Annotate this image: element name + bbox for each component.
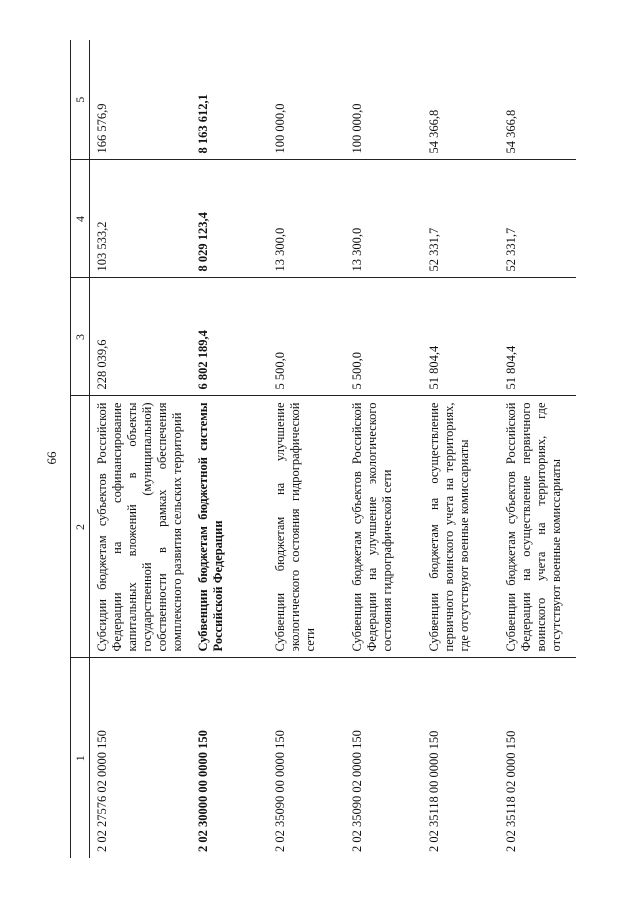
description-cell: Субвенции бюджетам бюджетной системы Российской Федерации <box>191 396 268 658</box>
value-col3-cell: 228 039,6 <box>90 278 192 396</box>
code-cell: 2 02 30000 00 0000 150 <box>196 730 210 852</box>
value-col4-cell: 103 533,2 <box>90 160 192 278</box>
value-col5-cell: 54 366,8 <box>422 40 499 160</box>
value-col5-cell: 54 366,8 <box>499 40 576 160</box>
description-cell: Субвенции бюджетам субъектов Российской Федерации на улучшение экологического состояния гидрографической сети <box>345 396 422 658</box>
code-cell: 2 02 35118 02 0000 150 <box>504 730 518 852</box>
value-col3-cell: 51 804,4 <box>422 278 499 396</box>
column-header: 1 <box>71 658 90 858</box>
header-row <box>71 40 90 858</box>
value-col4-cell: 13 300,0 <box>268 160 345 278</box>
column-header: 4 <box>71 160 90 278</box>
table-row <box>422 40 499 858</box>
value-col3-cell: 6 802 189,4 <box>191 278 268 396</box>
description-cell: Субвенции бюджетам на улучшение экологического состояния гидрографической сети <box>268 396 345 658</box>
table-row <box>191 40 268 858</box>
code-cell: 2 02 35090 02 0000 150 <box>350 730 364 852</box>
budget-table <box>70 40 576 858</box>
column-header: 3 <box>71 278 90 396</box>
description-cell: Субсидии бюджетам субъектов Российской Федерации на софинансирование капитальных вложений в объекты государственной (муниципальной) собственности в рамках обеспечения комплексного развития сельских территорий <box>90 396 192 658</box>
value-col3-cell: 5 500,0 <box>268 278 345 396</box>
table-row <box>90 40 192 858</box>
value-col5-cell: 166 576,9 <box>90 40 192 160</box>
code-cell: 2 02 27576 02 0000 150 <box>95 730 109 852</box>
value-col4-cell: 8 029 123,4 <box>191 160 268 278</box>
value-col4-cell: 13 300,0 <box>345 160 422 278</box>
value-col4-cell: 52 331,7 <box>422 160 499 278</box>
table-wrap <box>70 40 563 858</box>
code-cell: 2 02 35090 00 0000 150 <box>273 730 287 852</box>
value-col3-cell: 5 500,0 <box>345 278 422 396</box>
value-col4-cell: 52 331,7 <box>499 160 576 278</box>
code-cell: 2 02 35118 00 0000 150 <box>427 730 441 852</box>
table-row <box>268 40 345 858</box>
value-col5-cell: 100 000,0 <box>268 40 345 160</box>
page-number: 66 <box>44 451 59 465</box>
table-row <box>345 40 422 858</box>
description-cell: Субвенции бюджетам на осуществление первичного воинского учета на территориях, где отсутствуют военные комиссариаты <box>422 396 499 658</box>
value-col3-cell: 51 804,4 <box>499 278 576 396</box>
rotated-table-area <box>70 40 563 858</box>
table-row <box>499 40 576 858</box>
value-col5-cell: 100 000,0 <box>345 40 422 160</box>
column-header: 5 <box>71 40 90 160</box>
value-col5-cell: 8 163 612,1 <box>191 40 268 160</box>
column-header: 2 <box>71 396 90 658</box>
description-cell: Субвенции бюджетам субъектов Российской Федерации на осуществление первичного воинского учета на территориях, где отсутствуют военные комиссариаты <box>499 396 576 658</box>
